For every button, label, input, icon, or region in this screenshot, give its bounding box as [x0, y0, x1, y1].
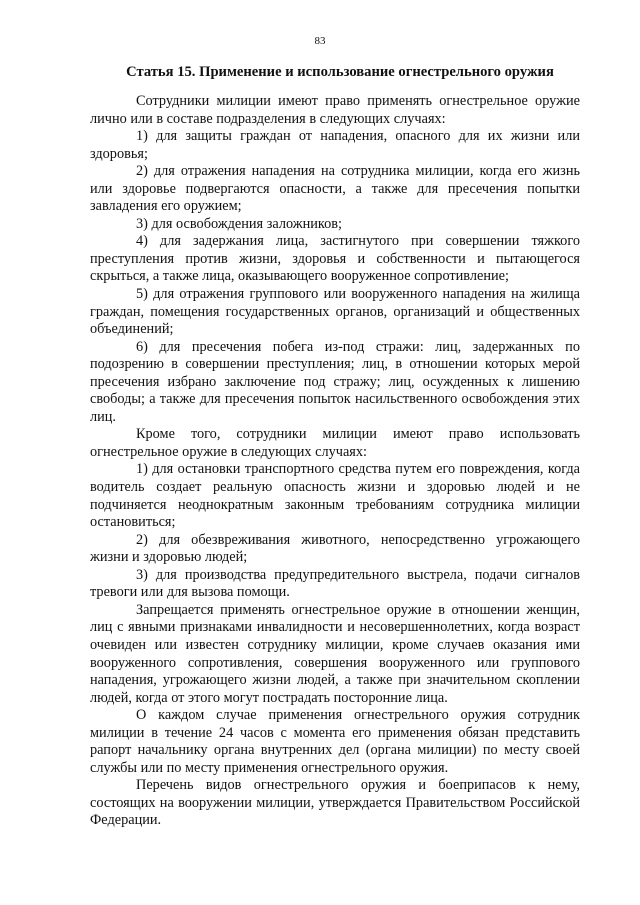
article-title: Статья 15. Применение и использование огнестрельного оружия	[126, 64, 554, 80]
page-number: 83	[314, 35, 326, 47]
paragraph-additional-use: Кроме того, сотрудники милиции имеют право использовать огнестрельное оружие в следующих случаях:	[90, 426, 580, 460]
paragraph-intro: Сотрудники милиции имеют право применять огнестрельное оружие лично или в составе подразделения в следующих случаях:	[90, 93, 580, 127]
use-item-1: 1) для остановки транспортного средства путем его повреждения, когда водитель создает реальную опасность жизни и здоровью людей и не подчиняется неоднократным законным требованиям сотрудника милиции остановиться;	[90, 461, 580, 531]
list-item-1: 1) для защиты граждан от нападения, опасного для их жизни или здоровья;	[90, 128, 580, 162]
paragraph-prohibition: Запрещается применять огнестрельное оружие в отношении женщин, лиц с явными признаками инвалидности и несовершеннолетних, когда возраст очевиден или известен сотруднику милиции, кроме случаев оказания ими вооруженного сопротивления, совершения вооруженного или группового нападения, угрожающего жизни людей, а также при значительном скоплении людей, когда от этого могут пострадать посторонние лица.	[90, 601, 580, 706]
paragraph-report: О каждом случае применения огнестрельного оружия сотрудник милиции в течение 24 часов с момента его применения обязан представить рапорт начальнику органа внутренних дел (органа милиции) по месту своей службы или по месту применения огнестрельного оружия.	[90, 707, 580, 776]
paragraph-weapons-list: Перечень видов огнестрельного оружия и боеприпасов к нему, состоящих на вооружении милиции, утверждается Правительством Российской Федерации.	[90, 777, 580, 829]
use-item-3: 3) для производства предупредительного выстрела, подачи сигналов тревоги или для вызова помощи.	[90, 566, 580, 601]
list-item-6: 6) для пресечения побега из-под стражи: лиц, задержанных по подозрению в совершении преступления; лиц, в отношении которых мерой пресечения избрано заключение под стражу; лиц, осужденных к лишению свободы; а также для пресечения попыток насильственного освобождения этих лиц.	[90, 338, 580, 425]
use-item-2: 2) для обезвреживания животного, непосредственно угрожающего жизни и здоровью людей;	[90, 531, 580, 566]
article-body	[90, 93, 580, 830]
list-item-5: 5) для отражения группового или вооруженного нападения на жилища граждан, помещения государственных органов, организаций и общественных объединений;	[90, 286, 580, 338]
list-item-2: 2) для отражения нападения на сотрудника милиции, когда его жизнь или здоровье подвергаются опасности, а также для пресечения попытки завладения его оружием;	[90, 163, 580, 215]
list-item-3: 3) для освобождения заложников;	[136, 215, 343, 232]
list-item-4: 4) для задержания лица, застигнутого при совершении тяжкого преступления против жизни, здоровья и собственности и пытающегося скрыться, а также лица, оказывающего вооруженное сопротивление;	[90, 233, 580, 285]
